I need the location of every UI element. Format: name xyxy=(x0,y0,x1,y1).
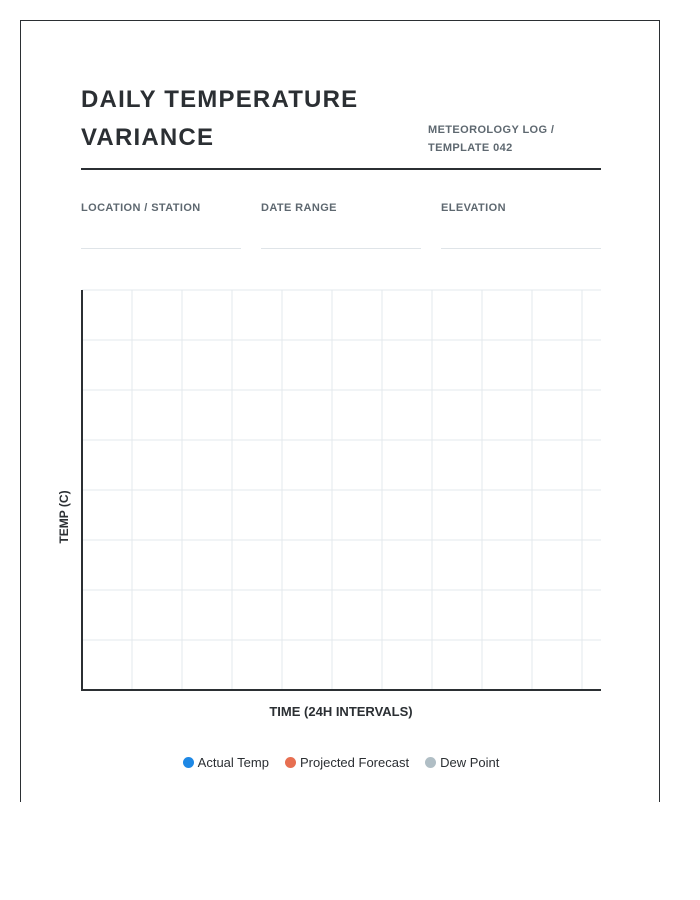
legend-dot-icon xyxy=(285,757,296,768)
template-meta-line-1: METEOROLOGY LOG / xyxy=(428,124,555,136)
date-range-label: DATE RANGE xyxy=(261,202,337,214)
legend-label: Actual Temp xyxy=(197,755,269,771)
y-axis-label: TEMP (C) xyxy=(57,490,71,544)
temperature-chart xyxy=(21,21,661,803)
legend-item-0 xyxy=(183,755,269,770)
elevation-label: ELEVATION xyxy=(441,202,506,214)
legend-dot-icon xyxy=(183,757,194,768)
legend-item-2 xyxy=(425,755,499,770)
legend-dot-icon xyxy=(425,757,436,768)
location-station-label: LOCATION / STATION xyxy=(81,202,201,214)
page-title-line-2: VARIANCE xyxy=(81,124,215,151)
page-title-line-1: DAILY TEMPERATURE xyxy=(81,86,359,113)
x-axis-label: TIME (24H INTERVALS) xyxy=(269,704,413,719)
legend-label: Dew Point xyxy=(440,755,500,771)
legend-label: Projected Forecast xyxy=(299,755,410,771)
chart-legend xyxy=(21,754,661,770)
template-meta-line-2: TEMPLATE 042 xyxy=(428,142,513,154)
legend-item-1 xyxy=(285,755,409,770)
chart-grid xyxy=(82,290,601,690)
log-sheet xyxy=(20,20,660,802)
